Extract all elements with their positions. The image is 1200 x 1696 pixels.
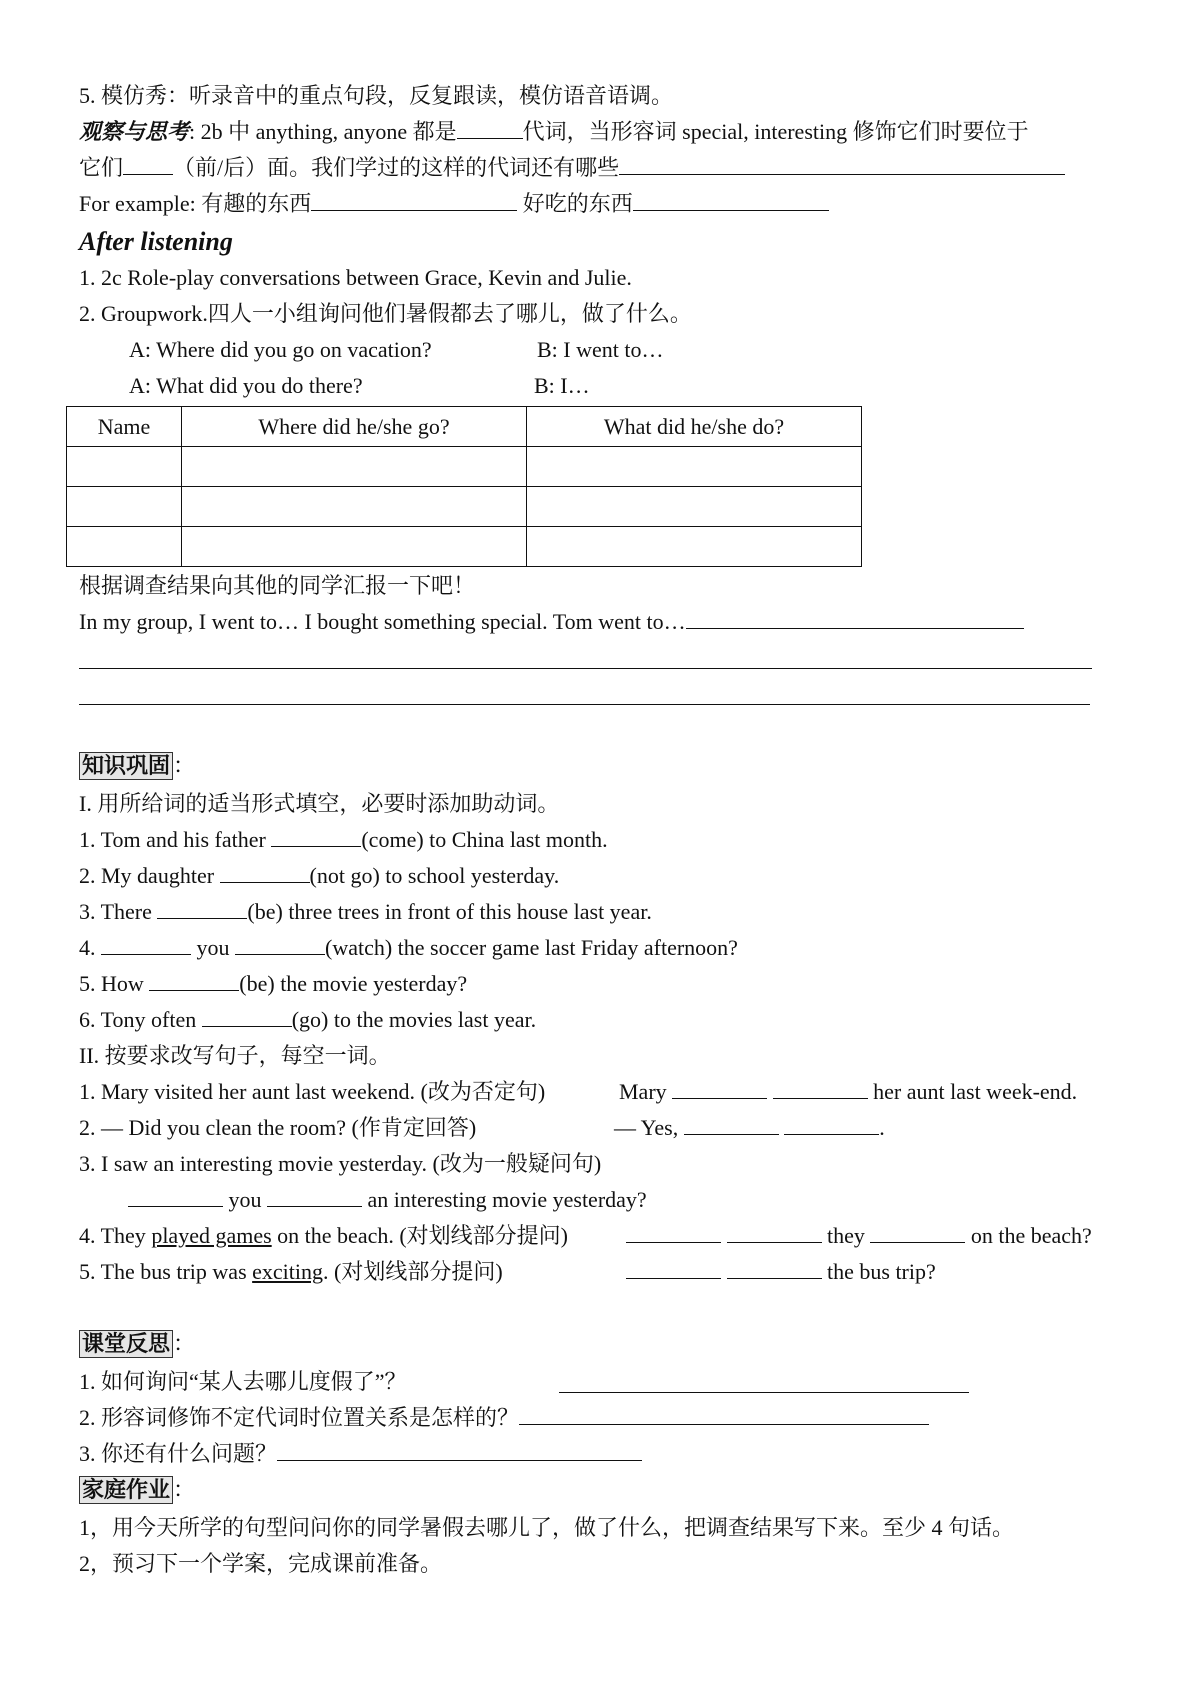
reflection-question: 1. 如何询问“某人去哪儿度假了”？ [79,1369,407,1394]
exercise-item [79,826,1160,854]
table-cell[interactable] [67,527,182,567]
rewrite-blank[interactable] [626,1258,721,1279]
rewrite-item: 3. I saw an interesting movie yesterday. (改为一般疑问句) [79,1151,602,1176]
exercise-text: 2. My daughter [79,863,220,888]
table-cell[interactable] [67,487,182,527]
observe-text-3: 它们 [79,155,124,180]
observe-think-line-2 [79,154,1160,182]
rewrite-item [79,1078,1160,1106]
exercise-item [79,934,1160,962]
header-name: Name [67,407,182,447]
rewrite-text: 1. Mary visited her aunt last weekend. (改为否定句) [79,1079,546,1104]
table-cell[interactable] [527,487,862,527]
header-what: What did he/she do? [527,407,862,447]
rewrite-blank[interactable] [773,1078,868,1099]
writing-line[interactable] [79,668,1092,669]
reflection-question: 2. 形容词修饰不定代词时位置关系是怎样的？ [79,1405,520,1430]
rewrite-text: . (对划线部分提问) [323,1259,503,1284]
writing-line[interactable] [79,704,1090,705]
homework-heading-line [79,1476,1160,1504]
exercise-blank[interactable] [202,1006,292,1027]
rewrite-blank[interactable] [684,1114,779,1135]
rewrite-answer [626,1222,1092,1250]
blank-interesting-thing[interactable] [311,190,517,211]
blank-position[interactable] [123,154,173,175]
dialog-b-1: B: I went to… [537,337,664,362]
consolidation-heading-line [79,752,1160,780]
reflection-blank[interactable] [559,1372,969,1393]
colon: ： [173,1477,196,1502]
dialog-a-2: A: What did you do there? [129,373,363,398]
homework-item: 2，预习下一个学案，完成课前准备。 [79,1551,443,1576]
exercise-blank[interactable] [271,826,361,847]
exercise-item [79,1006,1160,1034]
dialog-b-2: B: I… [534,373,590,398]
rewrite-text: 2. — Did you clean the room? (作肯定回答) [79,1115,477,1140]
reflection-blank[interactable] [519,1404,929,1425]
rewrite-blank[interactable] [626,1222,721,1243]
example-label: For example: 有趣的东西 [79,191,312,216]
rewrite-text: on the beach. (对划线部分提问) [271,1223,568,1248]
blank-delicious-thing[interactable] [633,190,829,211]
exercise-text: 3. There [79,899,158,924]
rewrite-answer [619,1078,1077,1106]
observe-think-line [79,118,1160,146]
report-line [79,608,1160,636]
reflection-item [79,1404,1160,1432]
part1-title: I. 用所给词的适当形式填空，必要时添加助动词。 [79,791,560,816]
exercise-text: (be) three trees in front of this house last year. [247,899,652,924]
exercise-text: (be) the movie yesterday? [239,971,468,996]
observe-text-4: （前/后）面。我们学过的这样的代词还有哪些 [173,155,620,180]
groupwork-item: 2. Groupwork.四人一小组询问他们暑假都去了哪儿，做了什么。 [79,301,692,326]
exercise-blank[interactable] [101,934,191,955]
example-line [79,190,1160,218]
colon: ： [173,1331,196,1356]
exercise-blank[interactable] [235,934,325,955]
exercise-text: 4. [79,935,101,960]
rewrite-answer-line [128,1186,1160,1214]
rewrite-item [79,1258,1160,1286]
rewrite-text: the bus trip? [821,1259,936,1284]
exercise-text: (come) to China last month. [361,827,608,852]
imitation-task: 5. 模仿秀：听录音中的重点句段，反复跟读，模仿语音语调。 [79,83,674,108]
colon: ： [173,753,196,778]
reflection-blank[interactable] [277,1440,642,1461]
exercise-text: 5. How [79,971,150,996]
rewrite-answer: — Yes, . [614,1115,885,1140]
blank-pronoun-type[interactable] [457,118,523,139]
exercise-blank[interactable] [220,862,310,883]
header-where: Where did he/she go? [182,407,527,447]
table-row [67,487,862,527]
consolidation-title: 知识巩固 [79,752,173,780]
rewrite-item [79,1114,1160,1142]
blank-other-pronouns[interactable] [619,154,1065,175]
rewrite-blank[interactable] [727,1222,822,1243]
table-header-row [67,407,862,447]
rewrite-text: 5. The bus trip was [79,1259,253,1284]
reflection-item [79,1368,1160,1396]
table-cell[interactable] [182,527,527,567]
rewrite-item [79,1222,1160,1250]
rewrite-text: her aunt last week-end. [867,1079,1078,1104]
homework-item: 1，用今天所学的句型问问你的同学暑假去哪儿了，做了什么，把调查结果写下来。至少 4 句话。 [79,1515,1015,1540]
blank-report[interactable] [686,608,1024,629]
rewrite-blank[interactable] [870,1222,965,1243]
reflection-heading-line [79,1330,1160,1358]
survey-table [66,406,862,567]
rewrite-blank[interactable] [267,1186,362,1207]
reflection-title: 课堂反思 [79,1330,173,1358]
dialog-a-1: A: Where did you go on vacation? [129,337,432,362]
underlined-word: exciting [252,1259,324,1284]
exercise-text: 6. Tony often [79,1007,202,1032]
exercise-text: 1. Tom and his father [79,827,272,852]
exercise-item [79,862,1160,890]
after-listening-heading: After listening [79,227,233,256]
exercise-text: you [191,935,235,960]
reflection-question: 3. 你还有什么问题？ [79,1441,278,1466]
example-text-2: 好吃的东西 [517,191,633,216]
report-intro: 根据调查结果向其他的同学汇报一下吧！ [79,573,476,598]
rewrite-text: on the beach? [965,1223,1092,1248]
table-row [67,447,862,487]
observe-text-2: 代词，当形容词 special, interesting 修饰它们时要位于 [522,119,1029,144]
exercise-blank[interactable] [157,898,247,919]
rewrite-text: an interesting movie yesterday? [362,1187,647,1212]
rewrite-text: — Yes, [614,1115,679,1140]
part2-title: II. 按要求改写句子，每空一词。 [79,1043,391,1068]
observe-text-1: : 2b 中 anything, anyone 都是 [189,119,457,144]
table-cell[interactable] [527,527,862,567]
exercise-text: (not go) to school yesterday. [309,863,560,888]
exercise-text: (go) to the movies last year. [291,1007,537,1032]
exercise-text: (watch) the soccer game last Friday afternoon? [325,935,738,960]
table-cell[interactable] [67,447,182,487]
table-cell[interactable] [527,447,862,487]
table-cell[interactable] [182,447,527,487]
exercise-item [79,898,1160,926]
rewrite-text: you [223,1187,267,1212]
exercise-item [79,970,1160,998]
table-cell[interactable] [182,487,527,527]
observe-label: 观察与思考 [79,119,190,144]
roleplay-item: 1. 2c Role-play conversations between Grace, Kevin and Julie. [79,265,632,290]
rewrite-blank[interactable] [727,1258,822,1279]
rewrite-answer [626,1258,936,1286]
exercise-blank[interactable] [149,970,239,991]
rewrite-text: Mary [619,1079,667,1104]
report-text: In my group, I went to… I bought something special. Tom went to… [79,609,686,634]
rewrite-text: they [821,1223,871,1248]
homework-title: 家庭作业 [79,1476,173,1504]
reflection-item [79,1440,1160,1468]
table-row [67,527,862,567]
rewrite-blank[interactable] [128,1186,223,1207]
rewrite-text: 4. They [79,1223,152,1248]
underlined-phrase: played games [151,1223,272,1248]
rewrite-blank[interactable] [672,1078,767,1099]
rewrite-blank[interactable] [784,1114,879,1135]
